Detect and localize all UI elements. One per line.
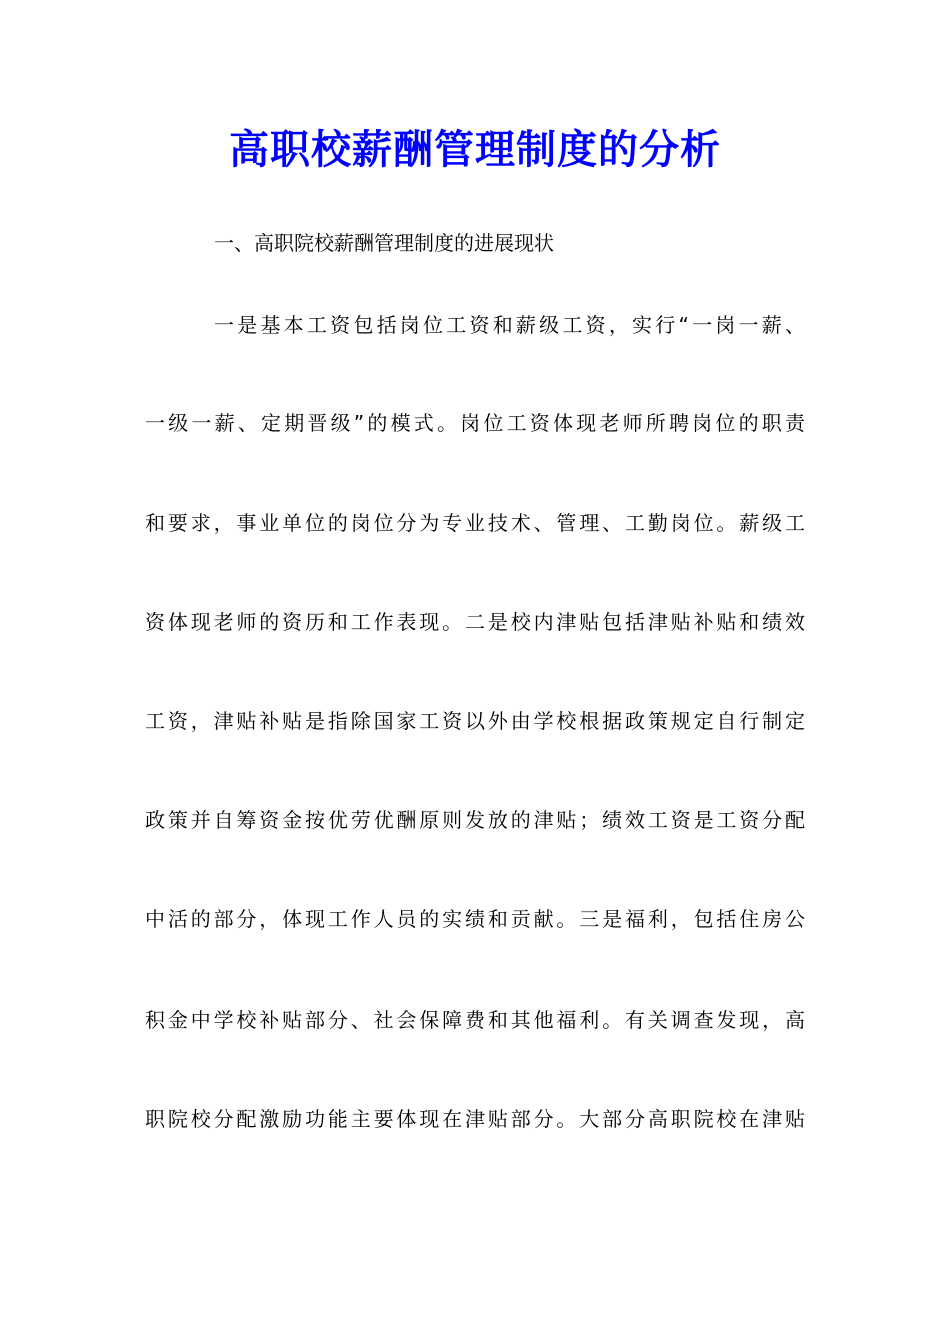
- paragraph-line: 工资，津贴补贴是指除国家工资以外由学校根据政策规定自行制定: [145, 709, 805, 733]
- paragraph-line: 中活的部分，体现工作人员的实绩和贡献。三是福利，包括住房公: [145, 907, 805, 931]
- paragraph-line: 和要求，事业单位的岗位分为专业技术、管理、工勤岗位。薪级工: [145, 511, 805, 535]
- paragraph-line: 政策并自筹资金按优劳优酬原则发放的津贴；绩效工资是工资分配: [145, 808, 805, 832]
- paragraph-line: 一是基本工资包括岗位工资和薪级工资，实行“一岗一薪、: [214, 313, 805, 337]
- paragraph-line: 积金中学校补贴部分、社会保障费和其他福利。有关调查发现，高: [145, 1008, 805, 1032]
- paragraph-line: 职院校分配激励功能主要体现在津贴部分。大部分高职院校在津贴: [145, 1107, 805, 1131]
- section-heading: 一、高职院校薪酬管理制度的进展现状: [214, 231, 554, 255]
- document-title: 高职校薪酬管理制度的分析: [229, 126, 721, 173]
- paragraph-line: 一级一薪、定期晋级”的模式。岗位工资体现老师所聘岗位的职责: [145, 411, 805, 435]
- paragraph-line: 资体现老师的资历和工作表现。二是校内津贴包括津贴补贴和绩效: [145, 610, 805, 634]
